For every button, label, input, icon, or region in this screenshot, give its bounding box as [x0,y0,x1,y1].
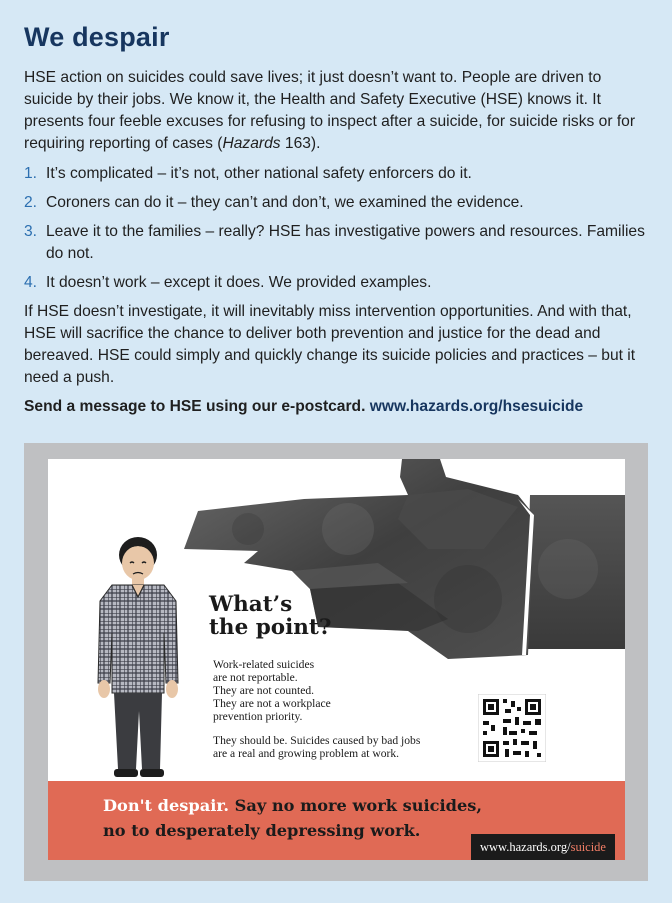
poster-banner [48,781,625,860]
body-line: are a real and growing problem at work. [213,747,400,760]
body-line: They are not counted. [213,684,315,697]
banner-text: Say no more work suicides, [229,796,483,815]
url-accent: suicide [570,840,606,854]
list-text: Leave it to the families – really? HSE has investigative powers and resources. Families do not. [46,223,645,262]
body-line: They are not a workplace [213,697,331,710]
list-number: 3. [24,223,38,240]
article [24,22,652,418]
list-item [24,192,652,214]
qr-code[interactable] [478,694,546,762]
intro-paragraph [24,67,652,155]
list-text: It’s complicated – it’s not, other national safety enforcers do it. [46,165,472,182]
headline-line: What’s [209,592,293,617]
cta-text: Send a message to HSE using our e-postcard. [24,398,366,415]
postcard [48,459,625,860]
list-item [24,163,652,185]
intro-reference: Hazards [222,135,281,152]
article-title: We despair [24,22,170,52]
postcard-frame [24,443,648,881]
list-item [24,221,652,265]
body-line: are not reportable. [213,671,298,684]
list-number: 1. [24,165,38,182]
url-prefix: www.hazards.org/ [479,840,571,854]
poster-url[interactable] [471,834,615,860]
list-number: 2. [24,194,38,211]
list-text: Coroners can do it – they can’t and don’t, we examined the evidence. [46,194,524,211]
body-line: They should be. Suicides caused by bad jobs [213,734,421,747]
intro-text-end: 163). [280,135,321,152]
poster-headline [209,593,409,639]
body-line: prevention priority. [213,710,303,723]
body-line: Work-related suicides [213,658,315,671]
intro-text: HSE action on suicides could save lives; it just doesn’t want to. People are driven to suicide by their jobs. We know it, the Health and Safety Executive (HSE) knows it. It presents four feeble excuses for refusing to inspect after a suicide, for suicide risks or for requiring reporting of cases ( [24,69,636,152]
list-number: 4. [24,274,38,291]
banner-line-2: no to desperately depressing work. [103,821,421,840]
list-item [24,272,652,294]
headline-line: the point? [209,615,332,640]
banner-line-1 [103,796,482,815]
cta-link[interactable]: www.hazards.org/hsesuicide [369,398,584,415]
conclusion-paragraph: If HSE doesn’t investigate, it will inevitably miss intervention opportunities. And with that, HSE will sacrifice the chance to deliver both prevention and justice for the dead and bereaved. HSE could simply and quickly change its suicide policies and practices – but it need a push. [24,303,636,386]
excuses-list [24,163,652,294]
list-text: It doesn’t work – except it does. We provided examples. [46,274,432,291]
call-to-action [24,396,652,418]
sad-man-illustration [92,533,184,779]
banner-highlight: Don't despair. [103,796,230,815]
poster-body [213,658,473,760]
